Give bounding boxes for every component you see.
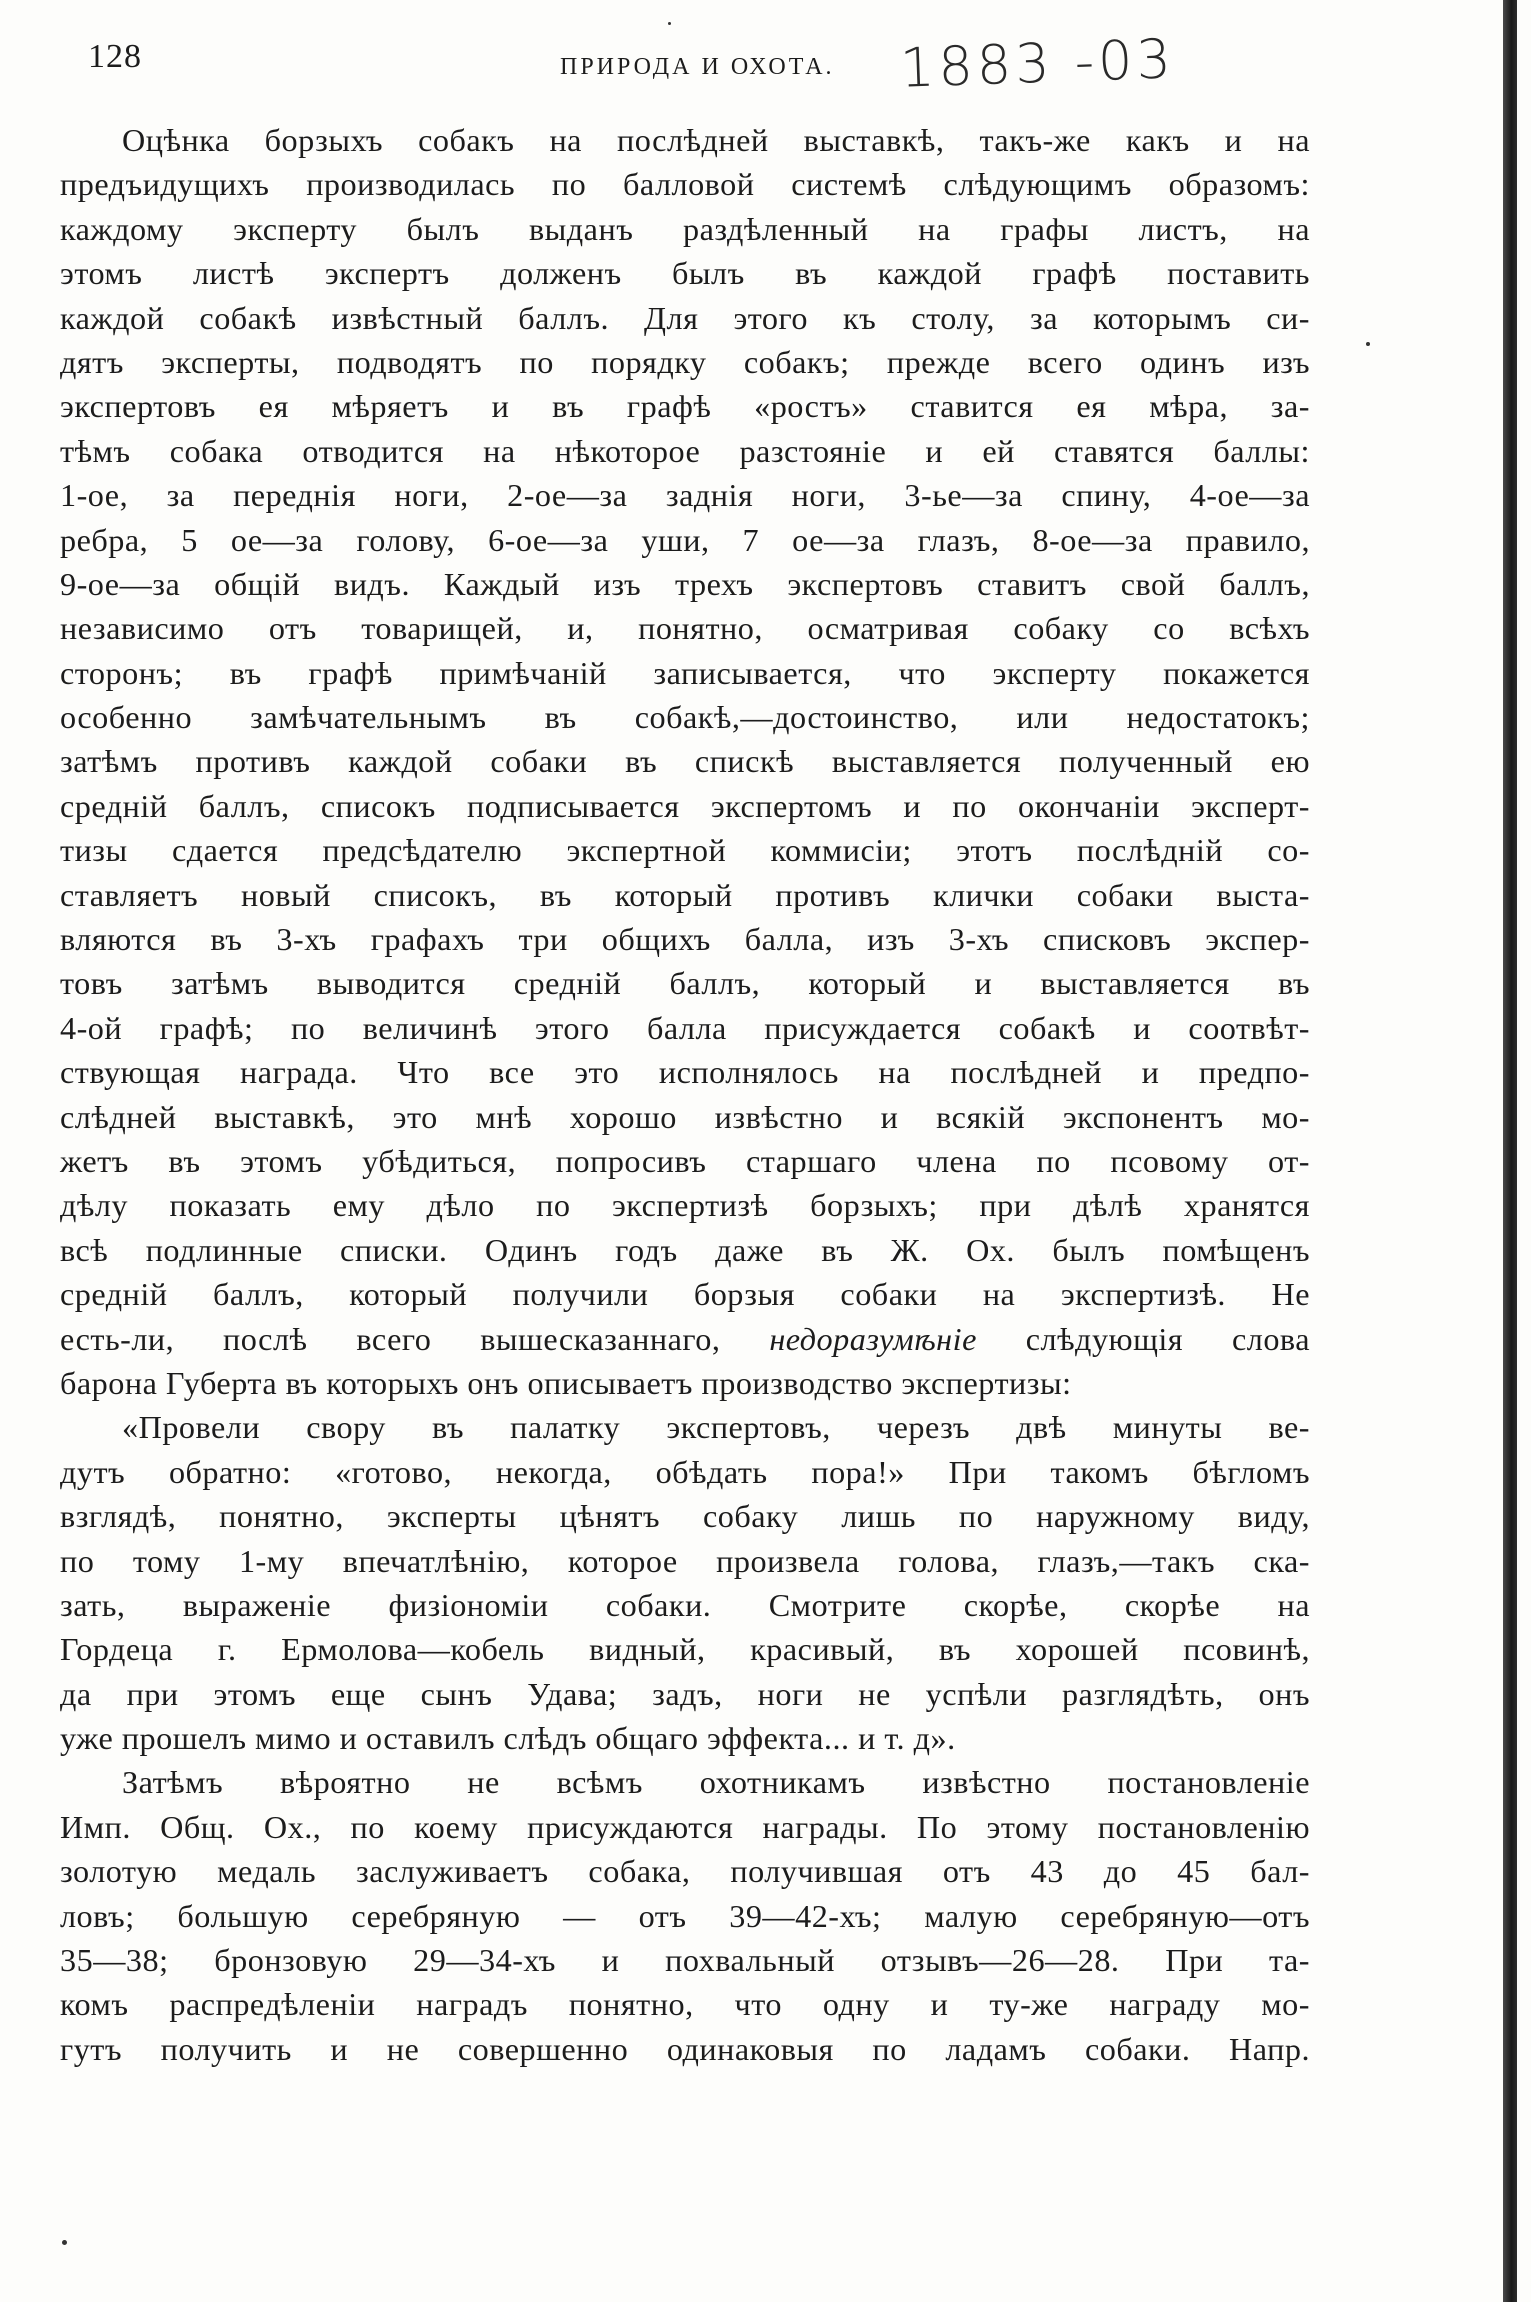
text-line: дутъ обратно: «готово, некогда, обѣдать пора!» При такомъ бѣгломъ [60, 1453, 1310, 1490]
text-line: золотую медаль заслуживаетъ собака, получившая отъ 43 до 45 бал- [60, 1853, 1310, 1890]
text-line: по тому 1-му впечатлѣнію, которое произвела голова, глазъ,—такъ ска- [60, 1542, 1310, 1579]
text-line: каждой собакѣ извѣстный баллъ. Для этого къ столу, за которымъ си- [60, 299, 1310, 336]
text-line: барона Губерта въ которыхъ онъ описываетъ производство экспертизы: [60, 1364, 1072, 1401]
text-line: комъ распредѣленіи наградъ понятно, что одну и ту-же награду мо- [60, 1986, 1310, 2023]
text-line: уже прошелъ мимо и оставилъ слѣдъ общаго эффекта... и т. д». [60, 1720, 956, 1757]
running-title: ПРИРОДА И ОХОТА. [560, 54, 835, 80]
text-line: средній баллъ, который получили борзыя собаки на экспертизѣ. Не [60, 1276, 1310, 1313]
text-line: всѣ подлинные списки. Одинъ годъ даже въ Ж. Ох. былъ помѣщенъ [60, 1231, 1310, 1268]
paragraph [60, 118, 1310, 1405]
italic-phrase: недоразумѣніе [769, 1320, 977, 1357]
text-line: Оцѣнка борзыхъ собакъ на послѣдней выставкѣ, такъ-же какъ и на [122, 122, 1310, 158]
text-line: гутъ получить и не совершенно одинаковыя по ладамъ собаки. Напр. [60, 2030, 1310, 2067]
text-line: ребра, 5 ое—за голову, 6-ое—за уши, 7 ое—за глазъ, 8-ое—за правило, [60, 521, 1310, 558]
text-line: Затѣмъ вѣроятно не всѣмъ охотникамъ извѣстно постановленіе [122, 1764, 1310, 1801]
text-line: жетъ въ этомъ убѣдиться, попросивъ старшаго члена по псовому от- [60, 1142, 1310, 1179]
text-line: независимо отъ товарищей, и, понятно, осматривая собаку со всѣхъ [60, 610, 1310, 647]
text-line: затѣмъ противъ каждой собаки въ спискѣ выставляется полученный ею [60, 743, 1310, 780]
paragraph [60, 1760, 1310, 2071]
text-line: взглядѣ, понятно, эксперты цѣнятъ собаку лишь по наружному виду, [60, 1498, 1310, 1535]
text-line: каждому эксперту былъ выданъ раздѣленный на графы листъ, на [60, 210, 1310, 247]
text-line: тизы сдается предсѣдателю экспертной коммисіи; этотъ послѣдній со- [60, 832, 1310, 869]
text-line: зать, выраженіе физіономіи собаки. Смотрите скорѣе, скорѣе на [60, 1586, 1310, 1623]
text-line: вляются въ 3-хъ графахъ три общихъ балла, изъ 3-хъ списковъ экспер- [60, 921, 1310, 958]
text-line-with-italic: есть-ли, послѣ всего вышесказаннаго, недоразумѣніе слѣдующія слова [60, 1320, 1310, 1357]
article-body [60, 118, 1310, 2071]
page-header [0, 28, 1480, 108]
scan-speck [1366, 342, 1370, 346]
text-line: 35—38; бронзовую 29—34-хъ и похвальный отзывъ—26—28. При та- [60, 1942, 1310, 1979]
text-line: средній баллъ, списокъ подписывается экспертомъ и по окончаніи эксперт- [60, 787, 1310, 824]
quotation-paragraph [60, 1405, 1310, 1760]
text-line: слѣдней выставкѣ, это мнѣ хорошо извѣстно и всякій экспонентъ мо- [60, 1098, 1310, 1135]
text-line: ствующая награда. Что все это исполнялось на послѣдней и предпо- [60, 1054, 1310, 1091]
text-line: дѣлу показать ему дѣло по экспертизѣ борзыхъ; при дѣлѣ хранятся [60, 1187, 1310, 1224]
text-line: 4-ой графѣ; по величинѣ этого балла присуждается собакѣ и соотвѣт- [60, 1009, 1310, 1046]
page-number: 128 [88, 38, 142, 75]
text-line: товъ затѣмъ выводится средній баллъ, который и выставляется въ [60, 965, 1310, 1002]
text-line: экспертовъ ея мѣряетъ и въ графѣ «ростъ» ставится ея мѣра, за- [60, 388, 1310, 425]
text-line: да при этомъ еще сынъ Удава; задъ, ноги не успѣли разглядѣть, онъ [60, 1675, 1310, 1712]
page-binding-edge [1503, 0, 1517, 2302]
text-line: тѣмъ собака отводится на нѣкоторое разстояніе и ей ставятся баллы: [60, 432, 1310, 469]
text-line: ловъ; большую серебряную — отъ 39—42-хъ; малую серебряную—отъ [60, 1897, 1310, 1934]
text-line: предъидущихъ производилась по балловой системѣ слѣдующимъ образомъ: [60, 166, 1310, 203]
text-line: дятъ эксперты, подводятъ по порядку собакъ; прежде всего одинъ изъ [60, 343, 1310, 380]
text-line: особенно замѣчательнымъ въ собакѣ,—достоинство, или недостатокъ; [60, 699, 1310, 736]
scan-speck [668, 22, 671, 25]
text-line: 9-ое—за общій видъ. Каждый изъ трехъ экспертовъ ставитъ свой баллъ, [60, 565, 1310, 602]
text-line: этомъ листѣ экспертъ долженъ былъ въ каждой графѣ поставить [60, 255, 1310, 292]
text-line: сторонъ; въ графѣ примѣчаній записывается, что эксперту покажется [60, 654, 1310, 691]
text-line: Гордеца г. Ермолова—кобель видный, красивый, въ хорошей псовинѣ, [60, 1631, 1310, 1668]
text-line: Имп. Общ. Ох., по коему присуждаются награды. По этому постановленію [60, 1808, 1310, 1845]
handwritten-date-annotation: 1883 -03 [898, 27, 1176, 100]
text-line: «Провели свору въ палатку экспертовъ, черезъ двѣ минуты ве- [122, 1409, 1310, 1446]
scan-speck [62, 2240, 67, 2245]
text-line: ставляетъ новый списокъ, въ который противъ клички собаки выста- [60, 876, 1310, 913]
text-line: 1-ое, за переднія ноги, 2-ое—за заднія ноги, 3-ье—за спину, 4-ое—за [60, 477, 1310, 514]
